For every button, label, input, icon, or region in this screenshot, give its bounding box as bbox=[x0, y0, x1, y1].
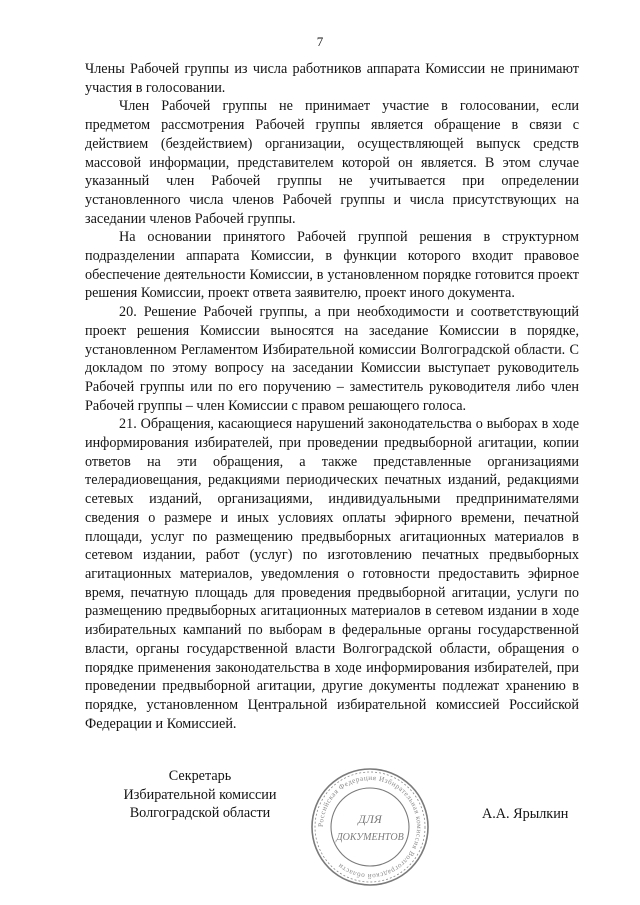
signature-role-line: Избирательной комиссии bbox=[123, 786, 277, 803]
signature-role-block bbox=[100, 767, 300, 823]
signature-role-line: Волгоградской области bbox=[129, 805, 271, 822]
paragraph: Член Рабочей группы не принимает участие в голосовании, если предметом рассмотрения Рабочей группы является обращение в связи с действием (бездействием) организации, осуществляющей выпуск средств массовой информации, представителем которой он является. В этом случае указанный член Рабочей группы не учитывается при определении установленного числа членов Рабочей группы и числа присутствующих на заседании членов Рабочей группы. bbox=[85, 98, 579, 227]
signer-name: А.А. Ярылкин bbox=[482, 806, 569, 822]
paragraph-item-20: 20. Решение Рабочей группы, а при необходимости и соответствующий проект решения Комиссии выносятся на заседание Комиссии в порядке, установленном Регламентом Избирательной комиссии Волгоградской области. С докладом по этому вопросу на заседании Комиссии выступает руководитель Рабочей группы или по его поручению – заместитель руководителя либо член Рабочей группы – член Комиссии с правом решающего голоса. bbox=[85, 304, 579, 414]
paragraph-item-21: 21. Обращения, касающиеся нарушений законодательства о выборах в ходе информирования избирателей, при проведении предвыборной агитации, копии ответов на эти обращения, а также представленные организациями телерадиовещания, редакциями периодических печатных изданий, редакциями сетевых изданий, организациями, индивидуальными предпринимателями сведения о размере и иных условиях оплаты эфирного времени, печатной площади, услуг по размещению предвыборных агитационных материалов в сетевом издании, работ (услуг) по изготовлению печатных предвыборных агитационных материалов, уведомления о готовности предоставить эфирное время, печатную площадь для проведения предвыборной агитации, услуги по размещению предвыборных агитационных материалов в сетевом издании в ходе избирательных кампаний по выборам в федеральные органы государственной власти, органы государственной власти Волгоградской области, обращения о порядке применения законодательства в ходе информирования избирателей, при проведении предвыборной агитации, другие документы подлежат хранению в порядке, установленном Центральной избирательной комиссией Российской Федерации и Комиссией. bbox=[85, 416, 579, 732]
document-body bbox=[85, 60, 579, 733]
stamp-ring-text: Российская Федерация Избирательная комиссия Волгоградской области bbox=[316, 773, 424, 881]
paragraph: Члены Рабочей группы из числа работников аппарата Комиссии не принимают участия в голосовании. bbox=[85, 61, 579, 96]
stamp-text-bottom: ДОКУМЕНТОВ bbox=[336, 832, 404, 843]
official-stamp bbox=[308, 765, 432, 889]
svg-text:Российская Федерация Избирател bbox=[317, 774, 423, 880]
page-number: 7 bbox=[316, 34, 324, 49]
paragraph: На основании принятого Рабочей группой решения в структурном подразделении аппарата Комиссии, в функции которого входит правовое обеспечение деятельности Комиссии, в установленном порядке готовится проект решения Комиссии, проект ответа заявителю, проект иного документа. bbox=[85, 229, 579, 302]
signature-role-line: Секретарь bbox=[168, 768, 232, 784]
stamp-text-top: ДЛЯ bbox=[358, 812, 382, 826]
